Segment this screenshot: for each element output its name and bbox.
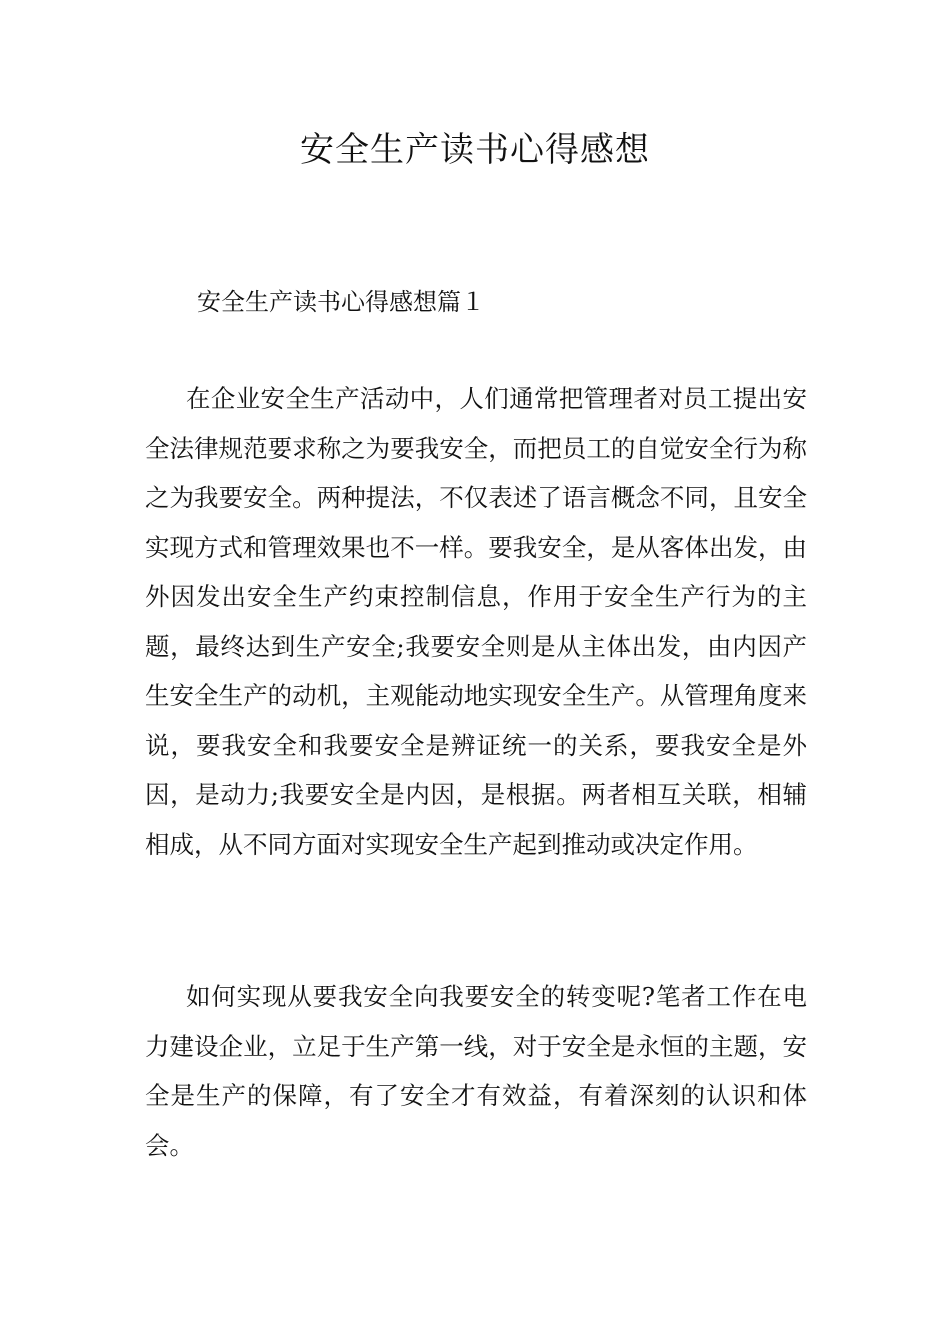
paragraph-1: 在企业安全生产活动中，人们通常把管理者对员工提出安全法律规范要求称之为要我安全，而把员工的自觉安全行为称之为我要安全。两种提法，不仅表述了语言概念不同，且安全实现方式和管理效果也不一样。要我安全，是从客体出发，由外因发出安全生产约束控制信息，作用于安全生产行为的主题，最终达到生产安全;我要安全则是从主体出发，由内因产生安全生产的动机，主观能动地实现安全生产。从管理角度来说，要我安全和我要安全是辨证统一的关系，要我安全是外因，是动力;我要安全是内因，是根据。两者相互关联，相辅相成，从不同方面对实现安全生产起到推动或决定作用。 <box>145 384 807 859</box>
document-title: 安全生产读书心得感想 <box>300 130 650 170</box>
section-heading: 安全生产读书心得感想篇１ <box>197 288 485 316</box>
paragraph-2: 如何实现从要我安全向我要安全的转变呢?笔者工作在电力建设企业，立足于生产第一线，对于安全是永恒的主题，安全是生产的保障，有了安全才有效益，有着深刻的认识和体会。 <box>145 982 807 1160</box>
